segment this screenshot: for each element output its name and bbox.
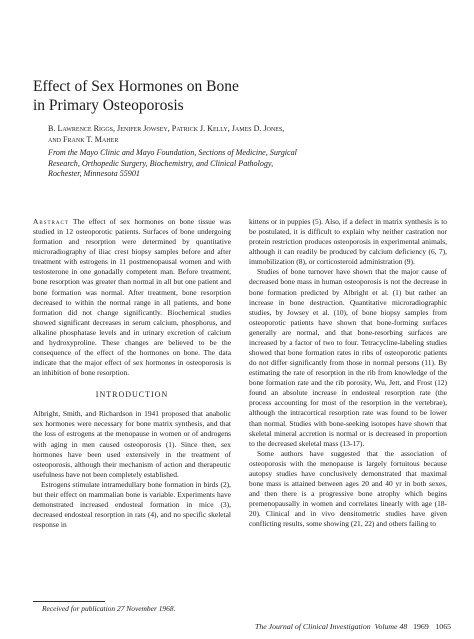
right-paragraph-1: kittens or in puppies (5). Also, if a defect in matrix synthesis is to be postulated, it is difficult to explain why neither castration nor protein restriction produces osteoporosis in experimental animals, although it can readily be produced by calcium deficiency (6, 7), immobilization (8), or corticosteroid administration (9). (249, 217, 447, 267)
abstract (33, 217, 231, 378)
affiliation-line-1: From the Mayo Clinic and Mayo Foundation, Sections of Medicine, Surgical (48, 148, 297, 157)
journal-name: The Journal of Clinical Investigation (255, 622, 371, 631)
abstract-heading: Abstract (33, 217, 69, 226)
received-footnote: Received for publication 27 November 1968. (42, 604, 176, 613)
footnote-divider (33, 601, 105, 602)
paper-title (33, 77, 453, 115)
journal-volume: Volume 48 (374, 622, 408, 631)
right-column (249, 217, 447, 529)
right-paragraph-3: Some authors have suggested that the association of osteoporosis with the menopause is largely fortuitous because autopsy studies have conclusively demonstrated that maximal bone mass is attained between ages 20 and 40 yr in both sexes, and then there is a progressive bone atrophy which begins premenopausally in women and correlates linearly with age (18-20). Clinical and in vivo densitometric studies have given conflicting results, some showing (21, 22) and others failing to (249, 448, 447, 529)
authors-line-1: B. Lawrence Riggs, Jenifer Jowsey, Patrick J. Kelly, James D. Jones, (48, 124, 285, 133)
journal-year: 1969 (413, 622, 429, 631)
affiliation-line-2: Research, Orthopedic Surgery, Biochemistry, and Clinical Pathology, (48, 158, 274, 168)
right-paragraph-2: Studies of bone turnover have shown that the major cause of decreased bone mass in human osteoporosis is not the decrease in bone formation predicted by Albright et al. (1) but rather an increase in bone destruction. Quantitative microradiographic studies, by Jowsey et al. (10), of bone biopsy samples from osteoporotic patients have shown that bone-forming surfaces generally are normal, and that bone-resorbing surfaces are increased by a factor of two to four. Tetracycline-labeling studies showed that bone formation rates in ribs of osteoporotic patients do not differ significantly from those in normal persons (11). By estimating the rate of resorption in the rib from knowledge of the bone formation rate and the rib porosity, Wu, Jett, and Frost (12) found an absolute increase in endosteal resorption rate (the process accounting for most of the resorption in the vertebrae), although the intracortical resorption rate was found to be lower than normal. Studies with bone-seeking isotopes have shown that skeletal mineral accretion is normal or is decreased in proportion to the decreased skeletal mass (13-17). (249, 267, 447, 448)
abstract-text: The effect of sex hormones on bone tissue was studied in 12 osteoporotic patients. Surfaces of bone undergoing formation and resorption were determined by quantitative microradiography of iliac crest biopsy samples before and after treatment with estrogens in 11 postmenopausal women and with testosterone in one gonadally competent man. Before treatment, bone resorption was greater than normal in all but one patient and bone formation was normal. After treatment, bone resorption decreased to within the normal range in all patients, and bone formation did not change significantly. Biochemical studies showed significant decreases in serum calcium, phosphorus, and alkaline phosphatase levels and in urinary excretion of calcium and hydroxyproline. These changes are believed to be the consequence of the effect of the hormones on bone. The data indicate that the major effect of sex hormones in osteoporosis is an inhibition of bone resorption. (33, 217, 231, 378)
page-number: 1065 (435, 622, 451, 631)
introduction-heading: INTRODUCTION (95, 390, 169, 400)
authors-line-2: and Frank T. Maher (48, 134, 119, 144)
author-list (48, 124, 448, 145)
title-line-2: in Primary Osteoporosis (33, 97, 184, 114)
page-footer (255, 622, 451, 632)
affiliation-line-3: Rochester, Minnesota 55901 (48, 169, 140, 178)
left-column (33, 217, 231, 530)
title-line-1: Effect of Sex Hormones on Bone (33, 78, 239, 95)
introduction-paragraph-1: Albright, Smith, and Richardson in 1941 proposed that anabolic sex hormones were necessary for bone matrix synthesis, and that the loss of estrogens at the menopause in women or of androgens with aging in men caused osteoporosis (1). Since then, sex hormones have been used extensively in the treatment of osteoporosis, although their mechanism of action and therapeutic usefulness have not been completely established. (33, 409, 231, 479)
affiliation (48, 148, 448, 180)
introduction-paragraph-2: Estrogens stimulate intramedullary bone formation in birds (2), but their effect on mammalian bone is variable. Experiments have demonstrated increased endosteal formation in mice (3), decreased endosteal resorption in rats (4), and no specific skeletal response in (33, 479, 231, 530)
